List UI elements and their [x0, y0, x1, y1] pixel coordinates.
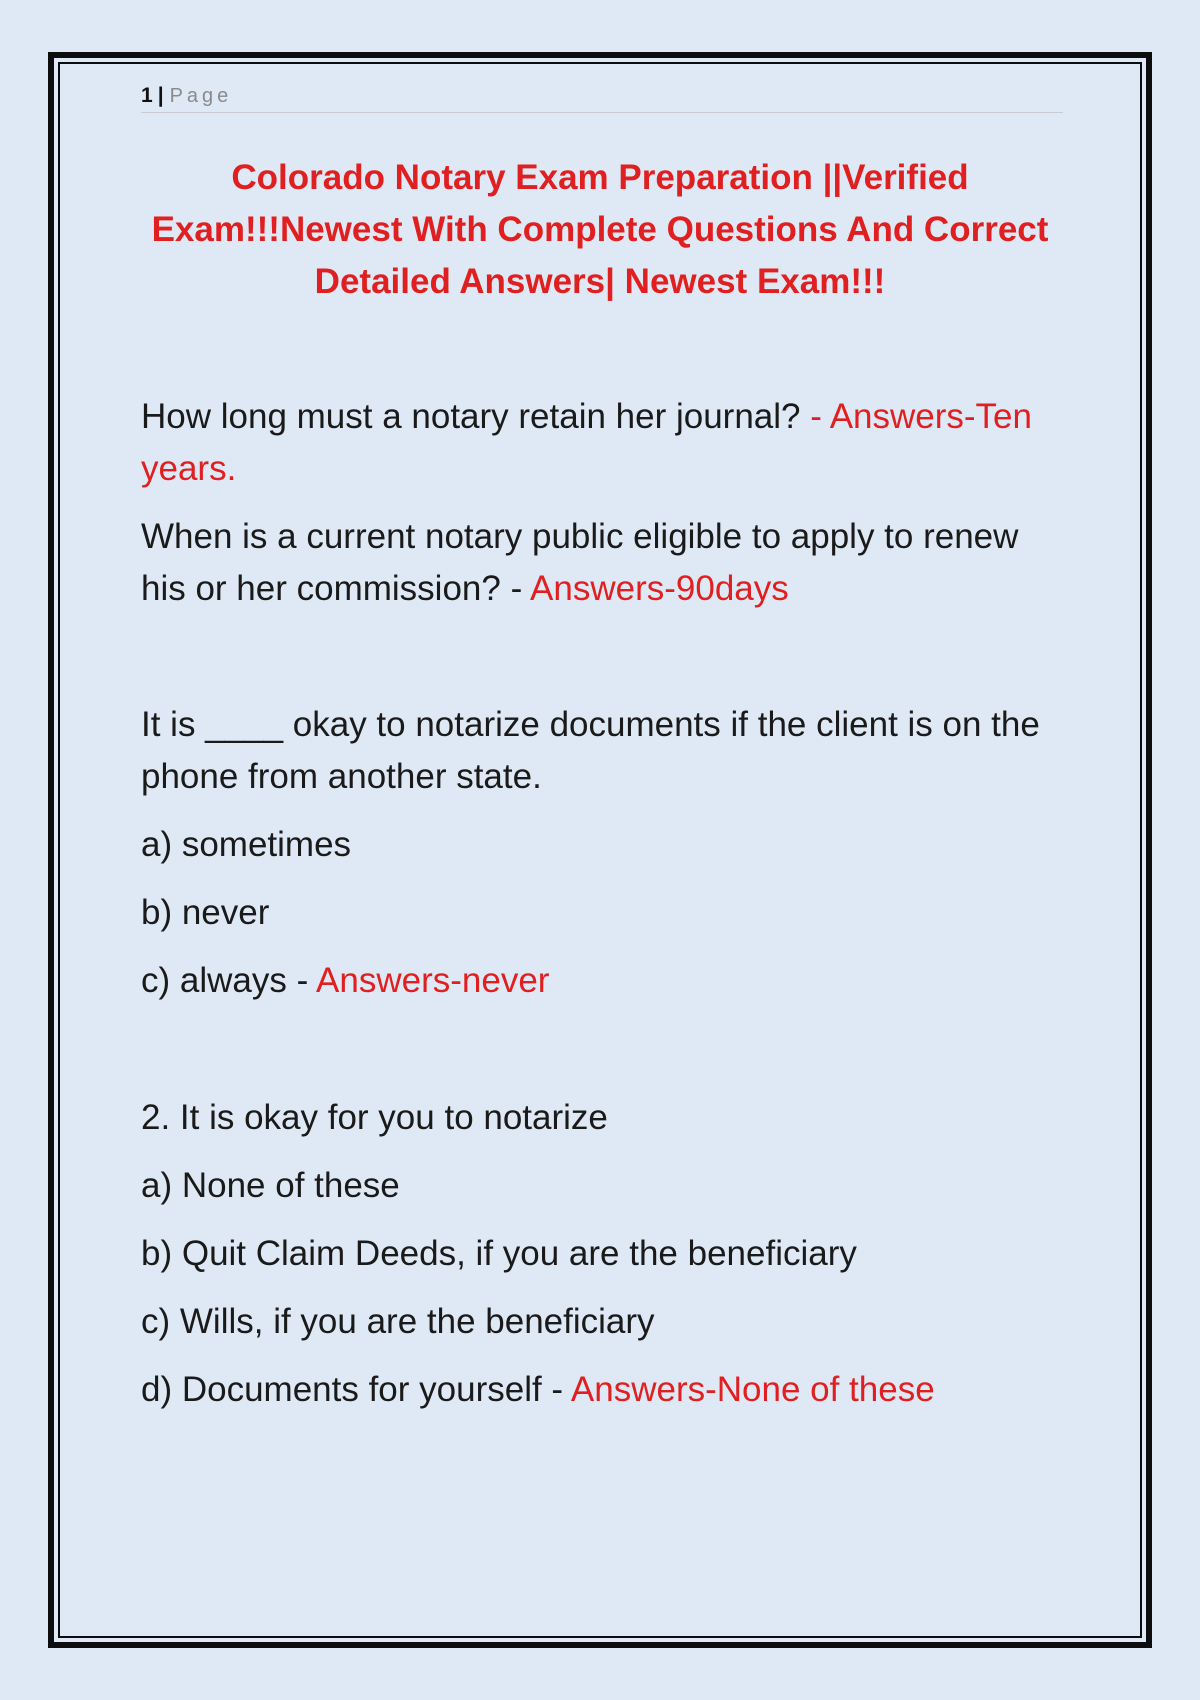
document-title: Colorado Notary Exam Preparation ||Verified Exam!!!Newest With Complete Questions And Correct Detailed Answers| Newest Exam!!!: [151, 158, 1049, 301]
question-3-option-c: [141, 955, 1071, 1007]
question-4-option-b: b) Quit Claim Deeds, if you are the beneficiary: [141, 1234, 857, 1273]
question-4-option-d-text: d) Documents for yourself -: [141, 1370, 571, 1409]
page-header: [141, 80, 1063, 113]
question-4-stem: 2. It is okay for you to notarize: [141, 1098, 608, 1137]
page-separator: |: [157, 84, 164, 107]
question-2: [141, 511, 1071, 615]
question-4-answer: Answers-None of these: [570, 1370, 935, 1409]
question-1: [141, 391, 1071, 495]
question-3-option-a: a) sometimes: [141, 825, 352, 864]
page-label: Page: [169, 84, 233, 107]
question-list: [141, 391, 1071, 1416]
question-4-option-d: [141, 1364, 1071, 1416]
question-4-option-a: a) None of these: [141, 1166, 400, 1205]
question-2-text: When is a current notary public eligible to apply to renew his or her commission? -: [141, 517, 1019, 608]
question-3-option-b: b) never: [141, 893, 270, 932]
question-2-answer: Answers-90days: [530, 569, 789, 608]
question-3-stem: It is ____ okay to notarize documents if the client is on the phone from another state.: [141, 705, 1040, 796]
question-3-option-c-text: c) always -: [141, 961, 317, 1000]
question-1-text: How long must a notary retain her journal?: [141, 397, 811, 436]
question-3-answer: Answers-never: [316, 961, 550, 1000]
question-1-answer: - Answers-Ten years.: [141, 397, 1032, 488]
question-4-option-c: c) Wills, if you are the beneficiary: [141, 1302, 655, 1341]
page-number: 1: [141, 84, 153, 107]
